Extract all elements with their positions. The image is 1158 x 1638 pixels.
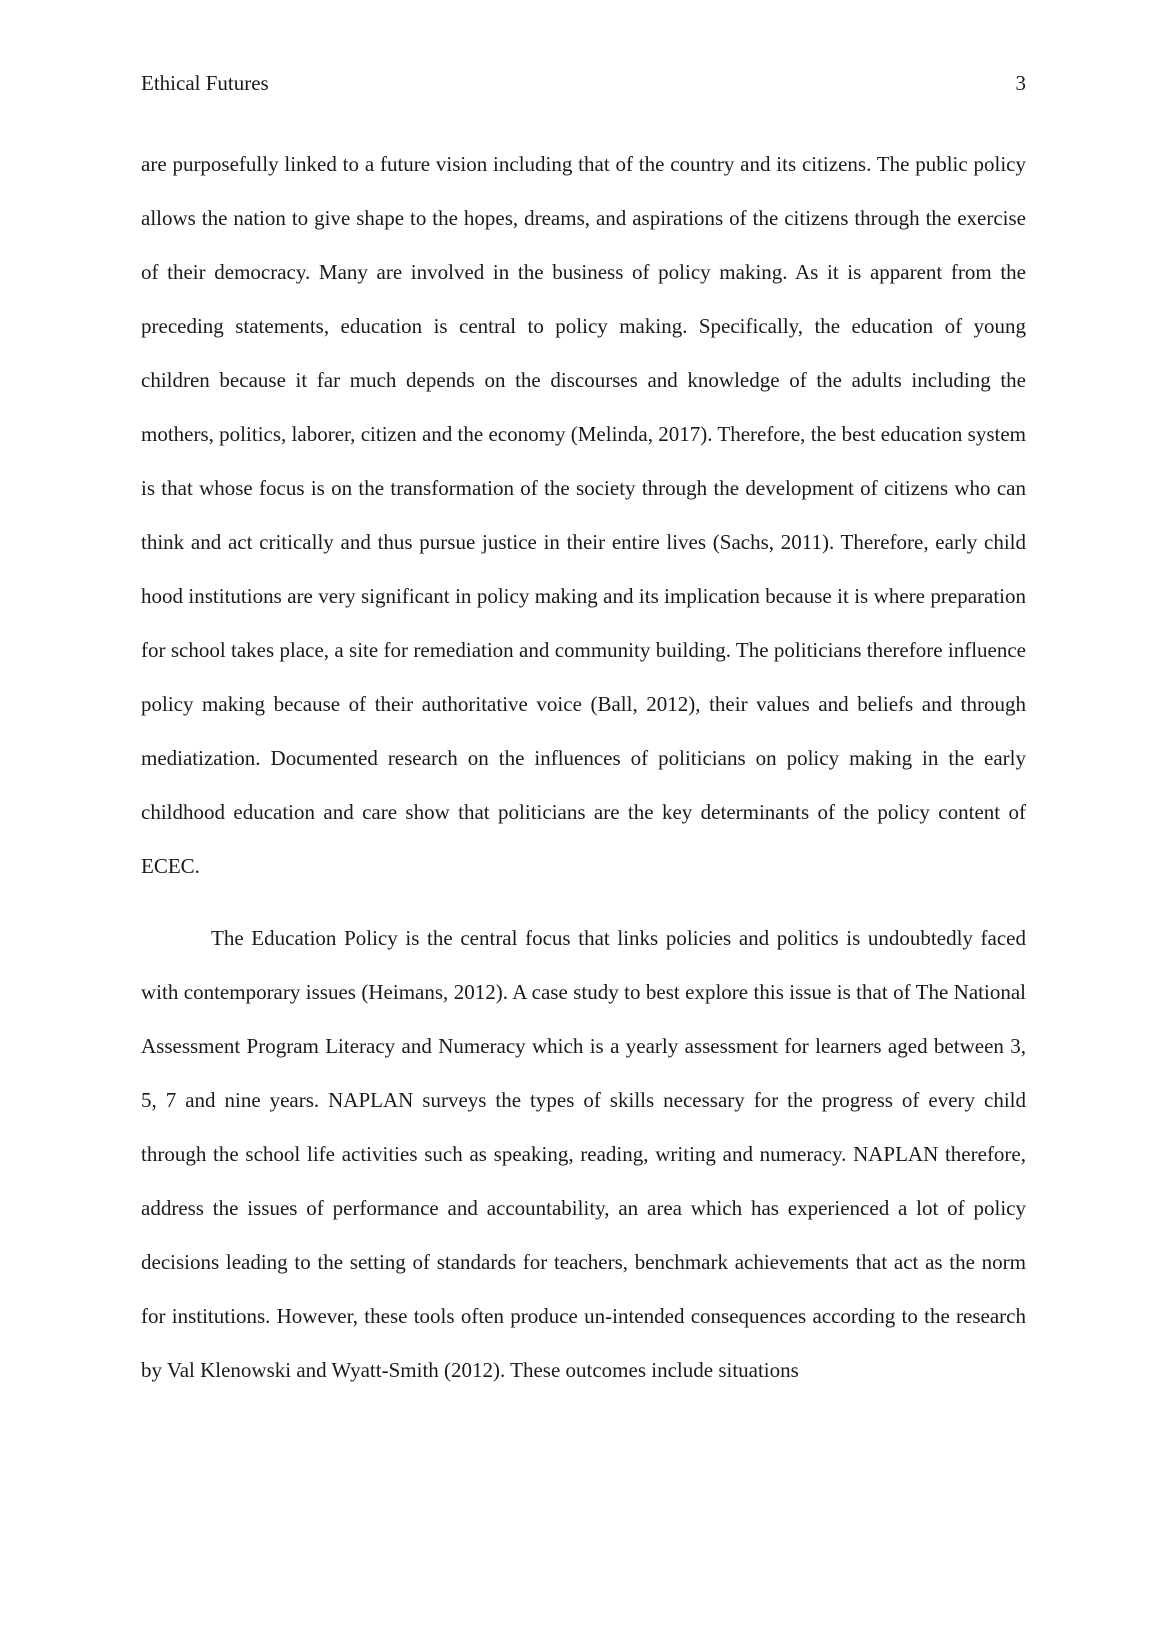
paragraph-education-policy: The Education Policy is the central focus that links policies and politics is undoubtedly faced with contemporary issues (Heimans, 2012). A case study to best explore this issue is that of The National Assessment Program Literacy and Numeracy which is a yearly assessment for learners aged between 3, 5, 7 and nine years. NAPLAN surveys the types of skills necessary for the progress of every child through the school life activities such as speaking, reading, writing and numeracy. NAPLAN therefore, address the issues of performance and accountability, an area which has experienced a lot of policy decisions leading to the setting of standards for teachers, benchmark achievements that act as the norm for institutions. However, these tools often produce un-intended consequences according to the research by Val Klenowski and Wyatt-Smith (2012). These outcomes include situations [141, 926, 1026, 1382]
paragraph-continued: are purposefully linked to a future vision including that of the country and its citizens. The public policy allows the nation to give shape to the hopes, dreams, and aspirations of the citizens through the exercise of their democracy. Many are involved in the business of policy making. As it is apparent from the preceding statements, education is central to policy making. Specifically, the education of young children because it far much depends on the discourses and knowledge of the adults including the mothers, politics, laborer, citizen and the economy (Melinda, 2017). Therefore, the best education system is that whose focus is on the transformation of the society through the development of citizens who can think and act critically and thus pursue justice in their entire lives (Sachs, 2011). Therefore, early child hood institutions are very significant in policy making and its implication because it is where preparation for school takes place, a site for remediation and community building. The politicians therefore influence policy making because of their authoritative voice (Ball, 2012), their values and beliefs and through mediatization. Documented research on the influences of politicians on policy making in the early childhood education and care show that politicians are the key determinants of the policy content of ECEC. [141, 152, 1026, 878]
page-number: 3 [1015, 71, 1026, 95]
page-header [141, 68, 1026, 98]
running-head: Ethical Futures [141, 71, 269, 95]
document-body [141, 137, 1026, 1397]
